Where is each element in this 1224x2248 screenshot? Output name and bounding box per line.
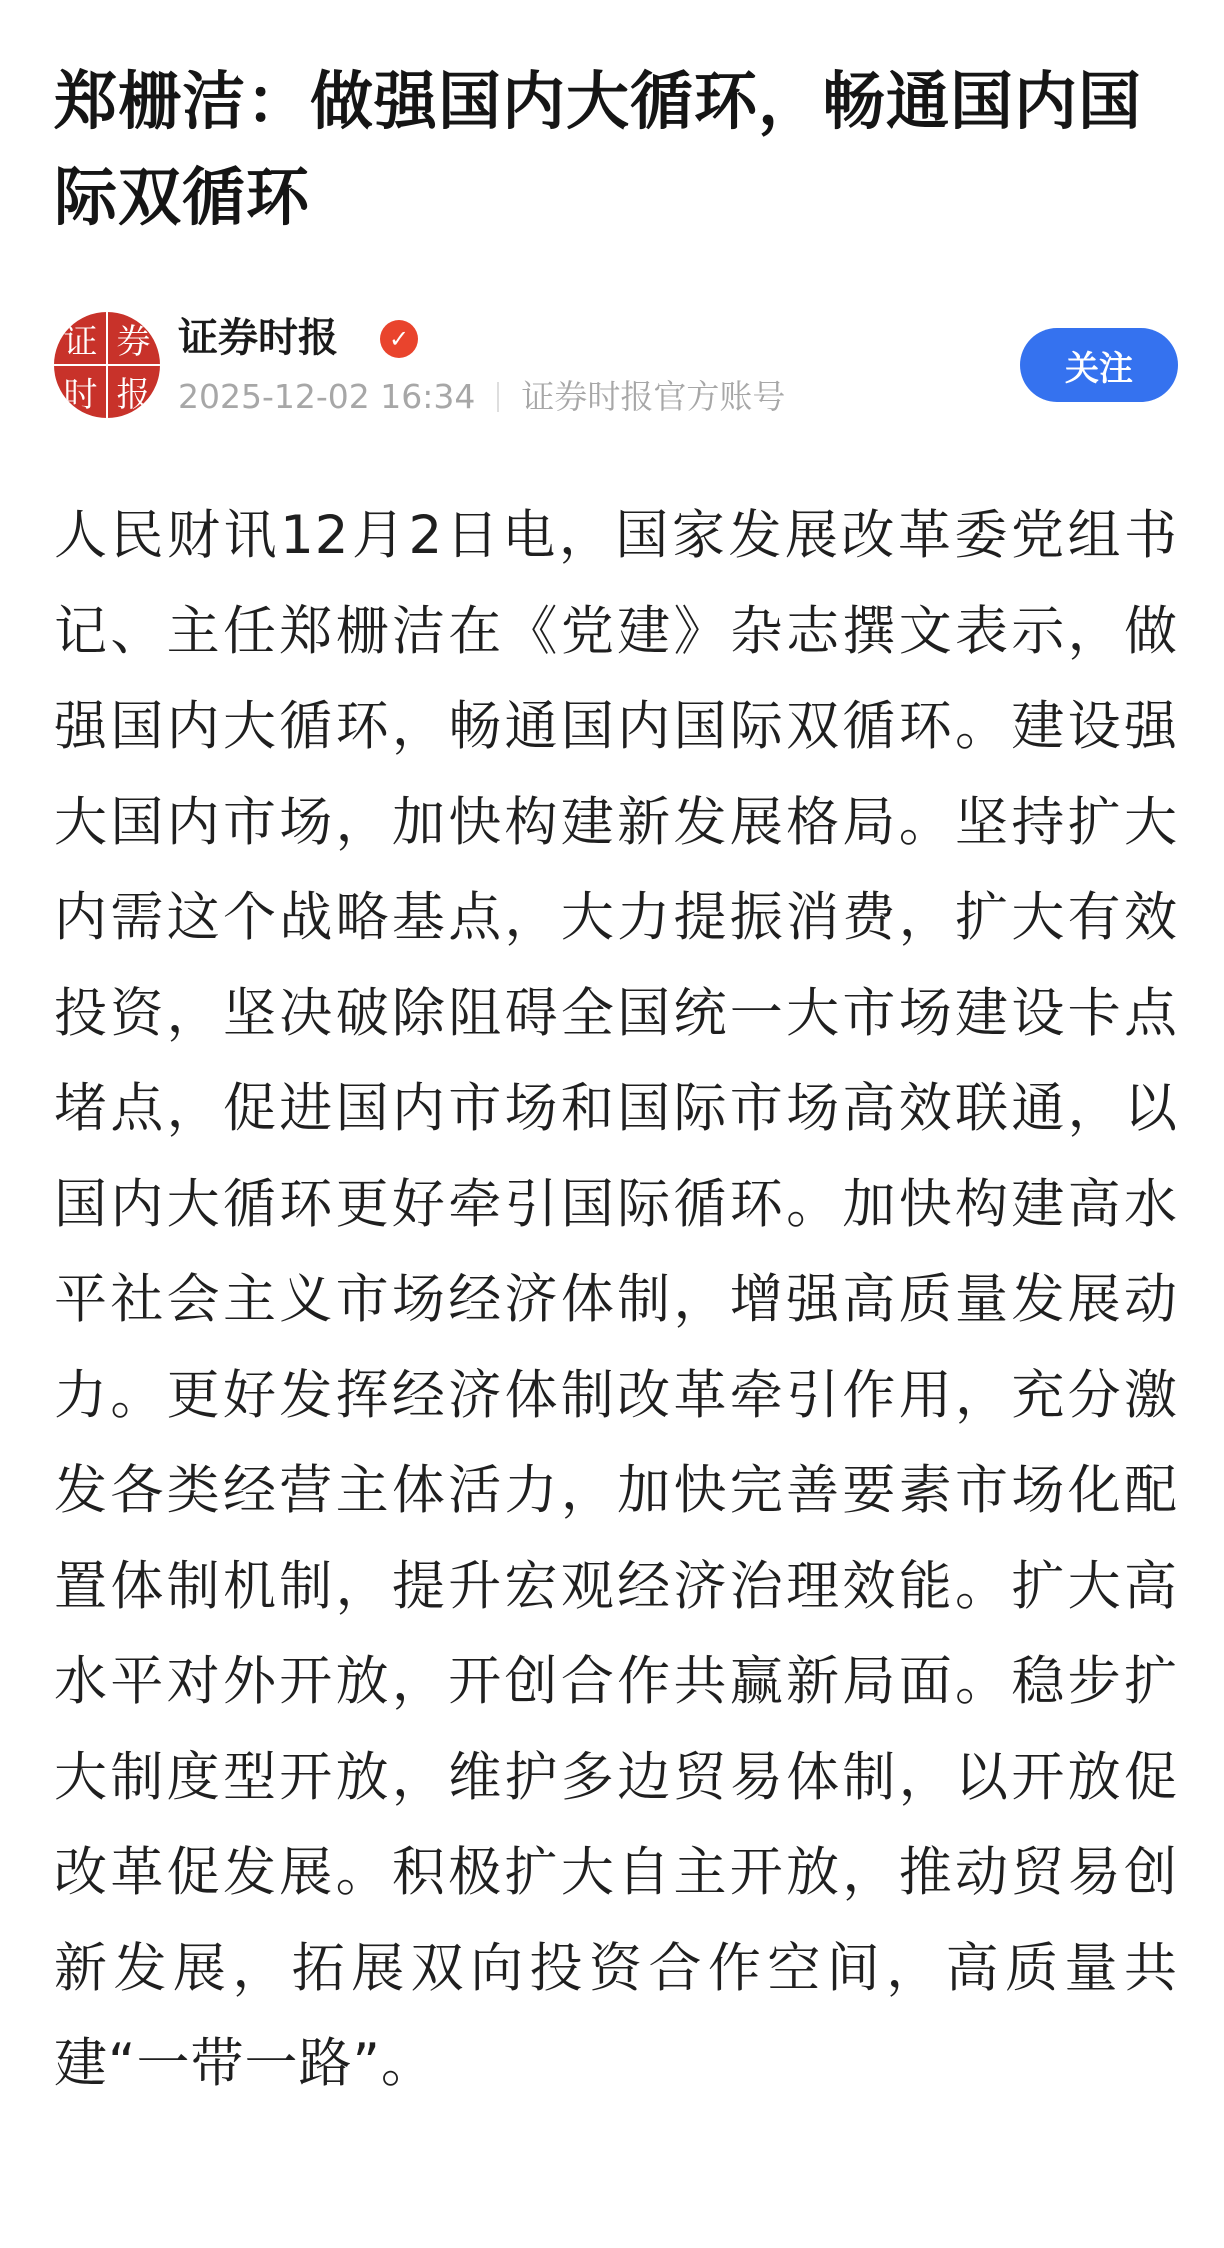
avatar-char: 时: [63, 375, 98, 415]
avatar-char: 报: [116, 375, 151, 415]
account-type-label: 证券时报官方账号: [521, 377, 786, 416]
verified-check-icon: ✓: [380, 320, 418, 358]
article-meta: [178, 376, 785, 418]
article-title: 郑栅洁：做强国内大循环，畅通国内国际双循环: [54, 65, 1142, 234]
meta-divider: [497, 382, 499, 412]
source-avatar[interactable]: [54, 312, 160, 418]
publish-timestamp: 2025-12-02 16:34: [178, 377, 476, 416]
avatar-char: 券: [116, 322, 151, 362]
author-info-row: [54, 310, 1178, 430]
article-body: 人民财讯12月2日电，国家发展改革委党组书记、主任郑栅洁在《党建》杂志撰文表示，做强国内大循环，畅通国内国际双循环。建设强大国内市场，加快构建新发展格局。坚持扩大内需这个战略基点，大力提振消费，扩大有效投资，坚决破除阻碍全国统一大市场建设卡点堵点，促进国内市场和国际市场高效联通，以国内大循环更好牵引国际循环。加快构建高水平社会主义市场经济体制，增强高质量发展动力。更好发挥经济体制改革牵引作用，充分激发各类经营主体活力，加快完善要素市场化配置体制机制，提升宏观经济治理效能。扩大高水平对外开放，开创合作共赢新局面。稳步扩大制度型开放，维护多边贸易体制，以开放促改革促发展。积极扩大自主开放，推动贸易创新发展，拓展双向投资合作空间，高质量共建“一带一路”。: [54, 505, 1178, 2094]
source-name[interactable]: 证券时报: [178, 315, 338, 361]
avatar-divider: [54, 364, 160, 366]
avatar-char: 证: [63, 322, 98, 362]
follow-button[interactable]: 关注: [1020, 328, 1178, 402]
